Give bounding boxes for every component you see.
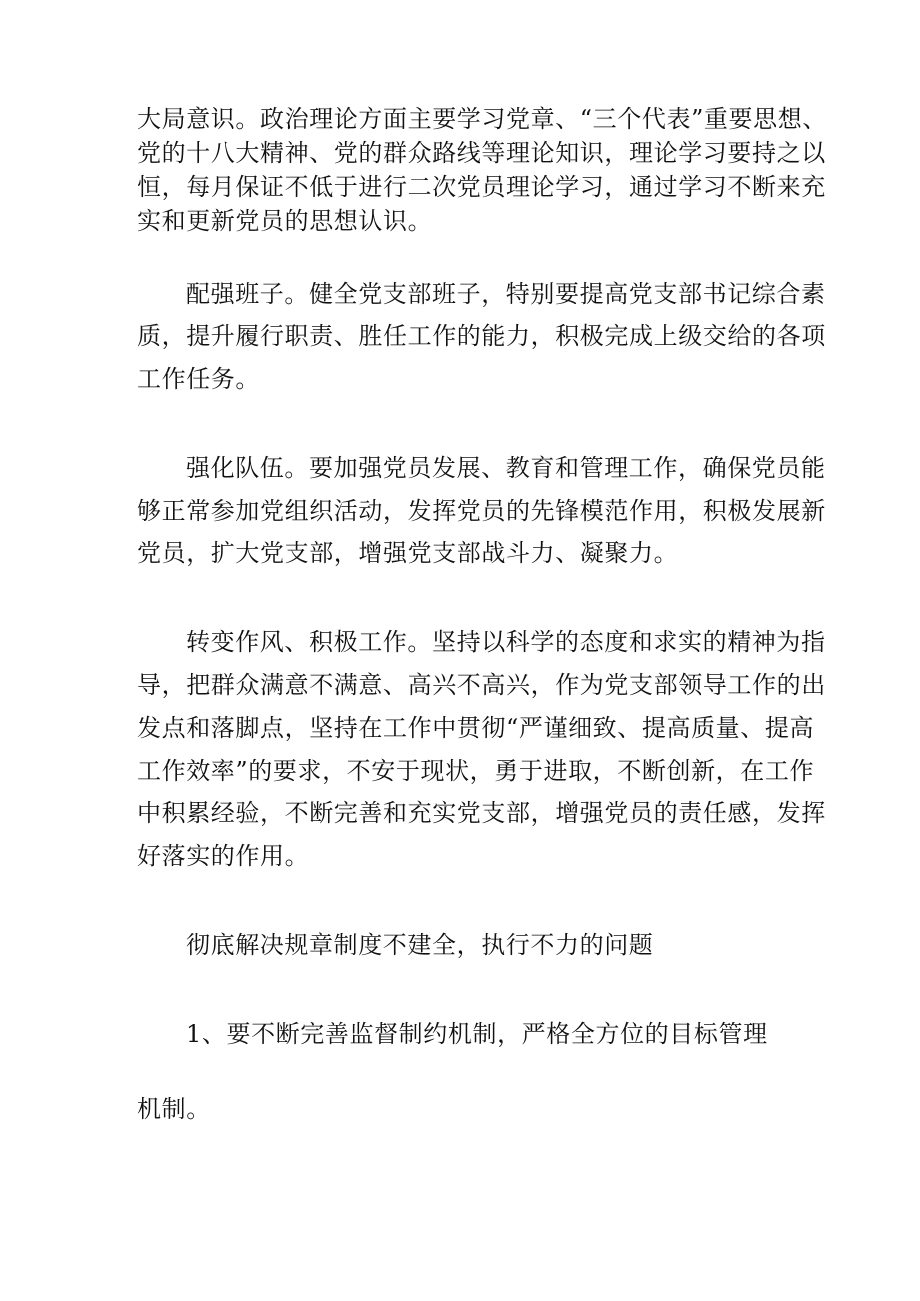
paragraph-4-line-2: 导，把群众满意不满意、高兴不高兴，作为党支部领导工作的出 (137, 671, 826, 699)
paragraph-4-line-3: 发点和落脚点，坚持在工作中贯彻“严谨细致、提高质量、提高 (137, 714, 815, 742)
paragraph-4-line-5: 中积累经验，不断完善和充实党支部，增强党员的责任感，发挥 (137, 799, 826, 827)
paragraph-1-line-2: 党的十八大精神、党的群众路线等理论知识，理论学习要持之以 (137, 139, 826, 167)
paragraph-1-line-3: 恒，每月保证不低于进行二次党员理论学习，通过学习不断来充 (137, 173, 826, 201)
paragraph-3-line-3: 党员，扩大党支部，增强党支部战斗力、凝聚力。 (137, 539, 679, 567)
paragraph-4-line-6: 好落实的作用。 (137, 842, 310, 870)
paragraph-2-line-2: 质，提升履行职责、胜任工作的能力，积极完成上级交给的各项 (137, 322, 826, 350)
paragraph-4-line-1: 转变作风、积极工作。坚持以科学的态度和求实的精神为指 (186, 628, 826, 656)
paragraph-4-line-4: 工作效率”的要求，不安于现状，勇于进取，不断创新，在工作 (137, 757, 815, 785)
paragraph-2-line-3: 工作任务。 (137, 365, 260, 393)
paragraph-1-line-4: 实和更新党员的思想认识。 (137, 207, 433, 235)
list-item-1-line-1: 1、要不断完善监督制约机制，严格全方位的目标管理 (186, 1020, 768, 1048)
list-item-1-line-2: 机制。 (137, 1095, 211, 1123)
section-heading: 彻底解决规章制度不建全，执行不力的问题 (186, 931, 654, 959)
paragraph-3-line-2: 够正常参加党组织活动，发挥党员的先锋模范作用，积极发展新 (137, 497, 826, 525)
paragraph-1-line-1: 大局意识。政治理论方面主要学习党章、“三个代表”重要思想、 (137, 105, 827, 133)
paragraph-3-line-1: 强化队伍。要加强党员发展、教育和管理工作，确保党员能 (186, 454, 826, 482)
paragraph-2-line-1: 配强班子。健全党支部班子，特别要提高党支部书记综合素 (186, 280, 826, 308)
